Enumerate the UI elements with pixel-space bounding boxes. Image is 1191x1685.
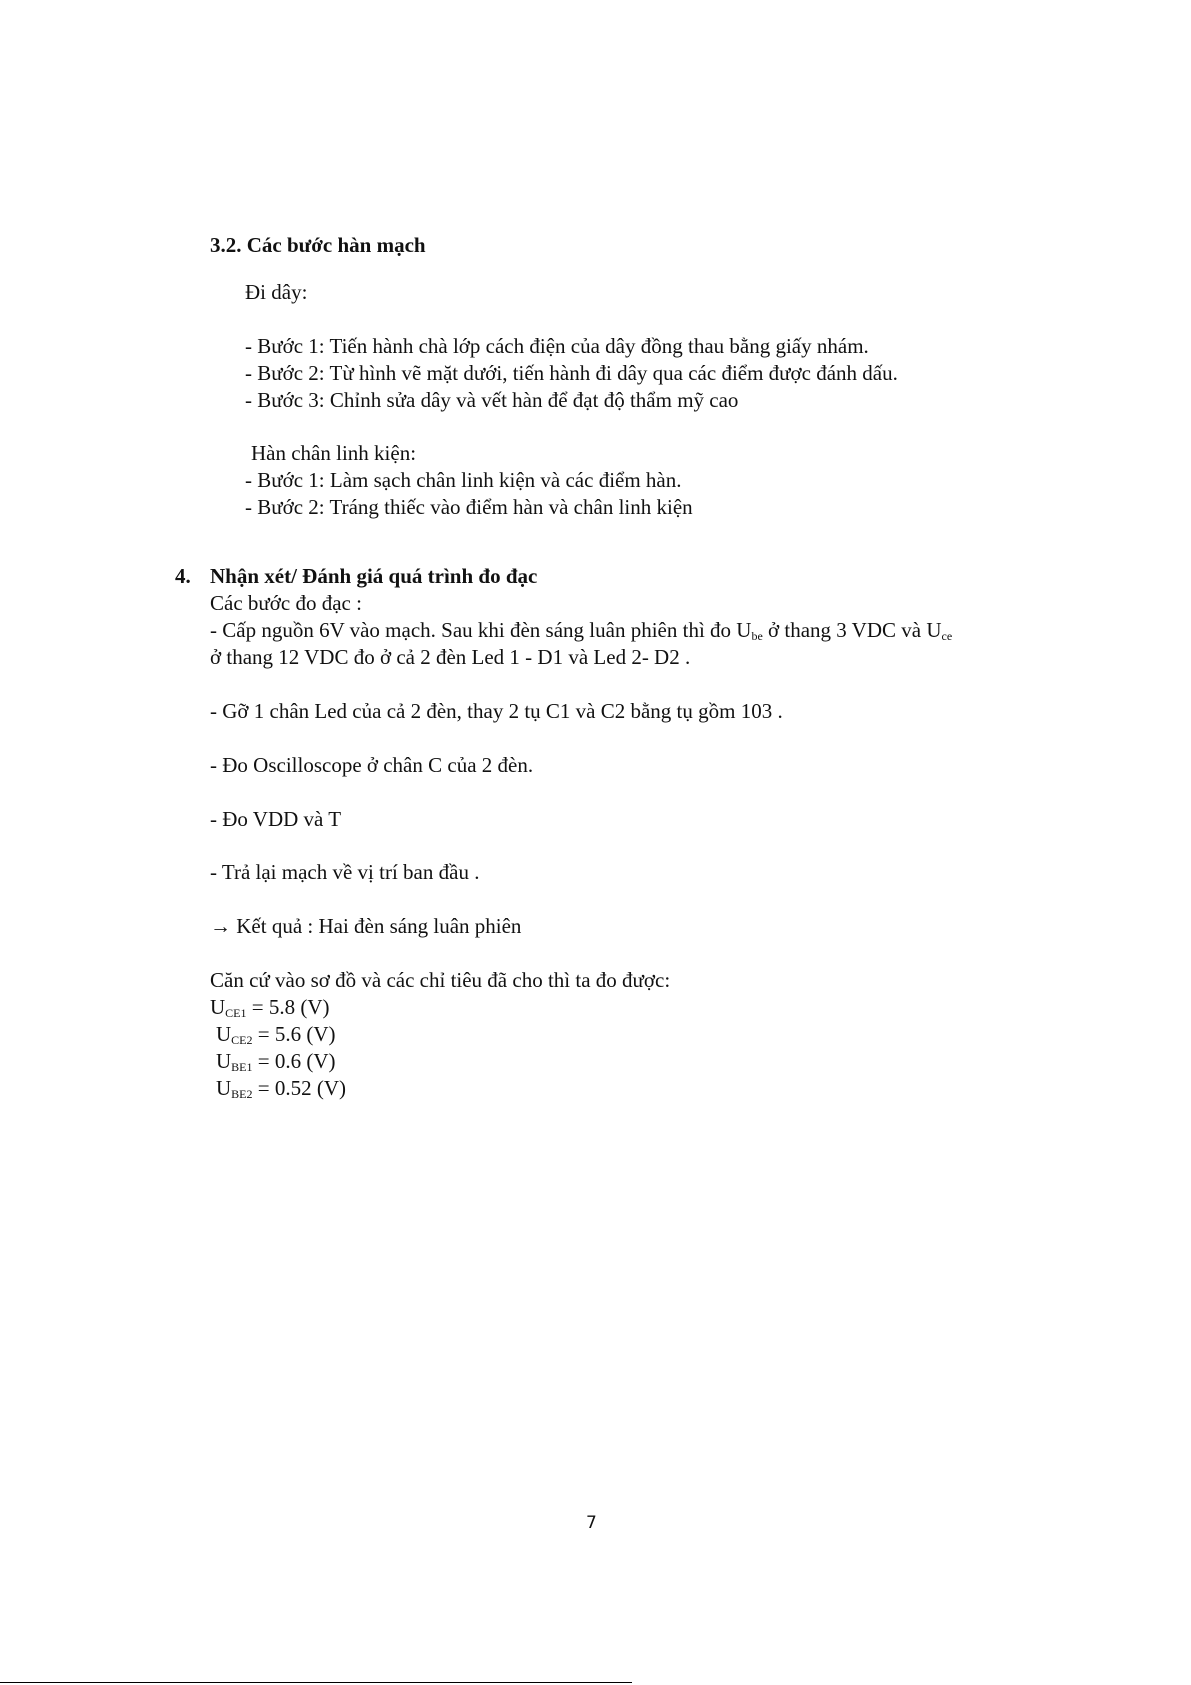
- measurement-ube1: $U_{BE1} = 0.6$ (V): [216, 1049, 336, 1074]
- soldering-step-2: - Bước 2: Tráng thiếc vào điểm hàn và chân linh kiện: [245, 495, 693, 519]
- wiring-step-1: - Bước 1: Tiến hành chà lớp cách điện của dây đồng thau bằng giấy nhám.: [245, 334, 869, 358]
- step-2: - Gỡ 1 chân Led của cả 2 đèn, thay 2 tụ C1 và C2 bằng tụ gồm 103 .: [210, 699, 783, 723]
- measurement-steps-intro: Các bước đo đạc :: [210, 591, 362, 615]
- section-4-number: 4.: [175, 564, 191, 588]
- measurement-uce2: $U_{CE2} = 5.6$ (V): [216, 1022, 336, 1047]
- soldering-step-1: - Bước 1: Làm sạch chân linh kiện và các điểm hàn.: [245, 468, 682, 492]
- wiring-step-3: - Bước 3: Chỉnh sửa dây và vết hàn để đạt độ thẩm mỹ cao: [245, 388, 739, 412]
- footer-divider: [0, 1682, 632, 1683]
- measurement-uce1: $U_{CE1} = 5.8$ (V): [210, 995, 330, 1020]
- wiring-step-2: - Bước 2: Từ hình vẽ mặt dưới, tiến hành đi dây qua các điểm được đánh dấu.: [245, 361, 898, 385]
- wiring-title: Đi dây:: [245, 280, 308, 304]
- page-number: 7: [586, 1513, 597, 1533]
- step-1-line-2: ở thang 12 VDC đo ở cả 2 đèn Led 1 - D1 và Led 2- D2 .: [210, 645, 691, 669]
- soldering-title: Hàn chân linh kiện:: [251, 441, 417, 465]
- section-3-2-heading: 3.2. Các bước hàn mạch: [210, 233, 426, 257]
- step-4: - Đo VDD và T: [210, 807, 342, 831]
- measurement-ube2: $U_{BE2} = 0.52$ (V): [216, 1076, 347, 1101]
- section-4-heading: Nhận xét/ Đánh giá quá trình đo đạc: [210, 564, 538, 588]
- step-1-line-1: - Cấp nguồn 6V vào mạch. Sau khi đèn sáng luân phiên thì đo $U_{be}$ ở thang 3 VDC và $U_{ce}$: [210, 618, 953, 643]
- measurement-intro: Căn cứ vào sơ đồ và các chỉ tiêu đã cho thì ta đo được:: [210, 968, 671, 992]
- step-3: - Đo Oscilloscope ở chân C của 2 đèn.: [210, 753, 534, 777]
- result-line: → Kết quả : Hai đèn sáng luân phiên: [210, 914, 522, 938]
- step-5: - Trả lại mạch về vị trí ban đầu .: [210, 860, 480, 884]
